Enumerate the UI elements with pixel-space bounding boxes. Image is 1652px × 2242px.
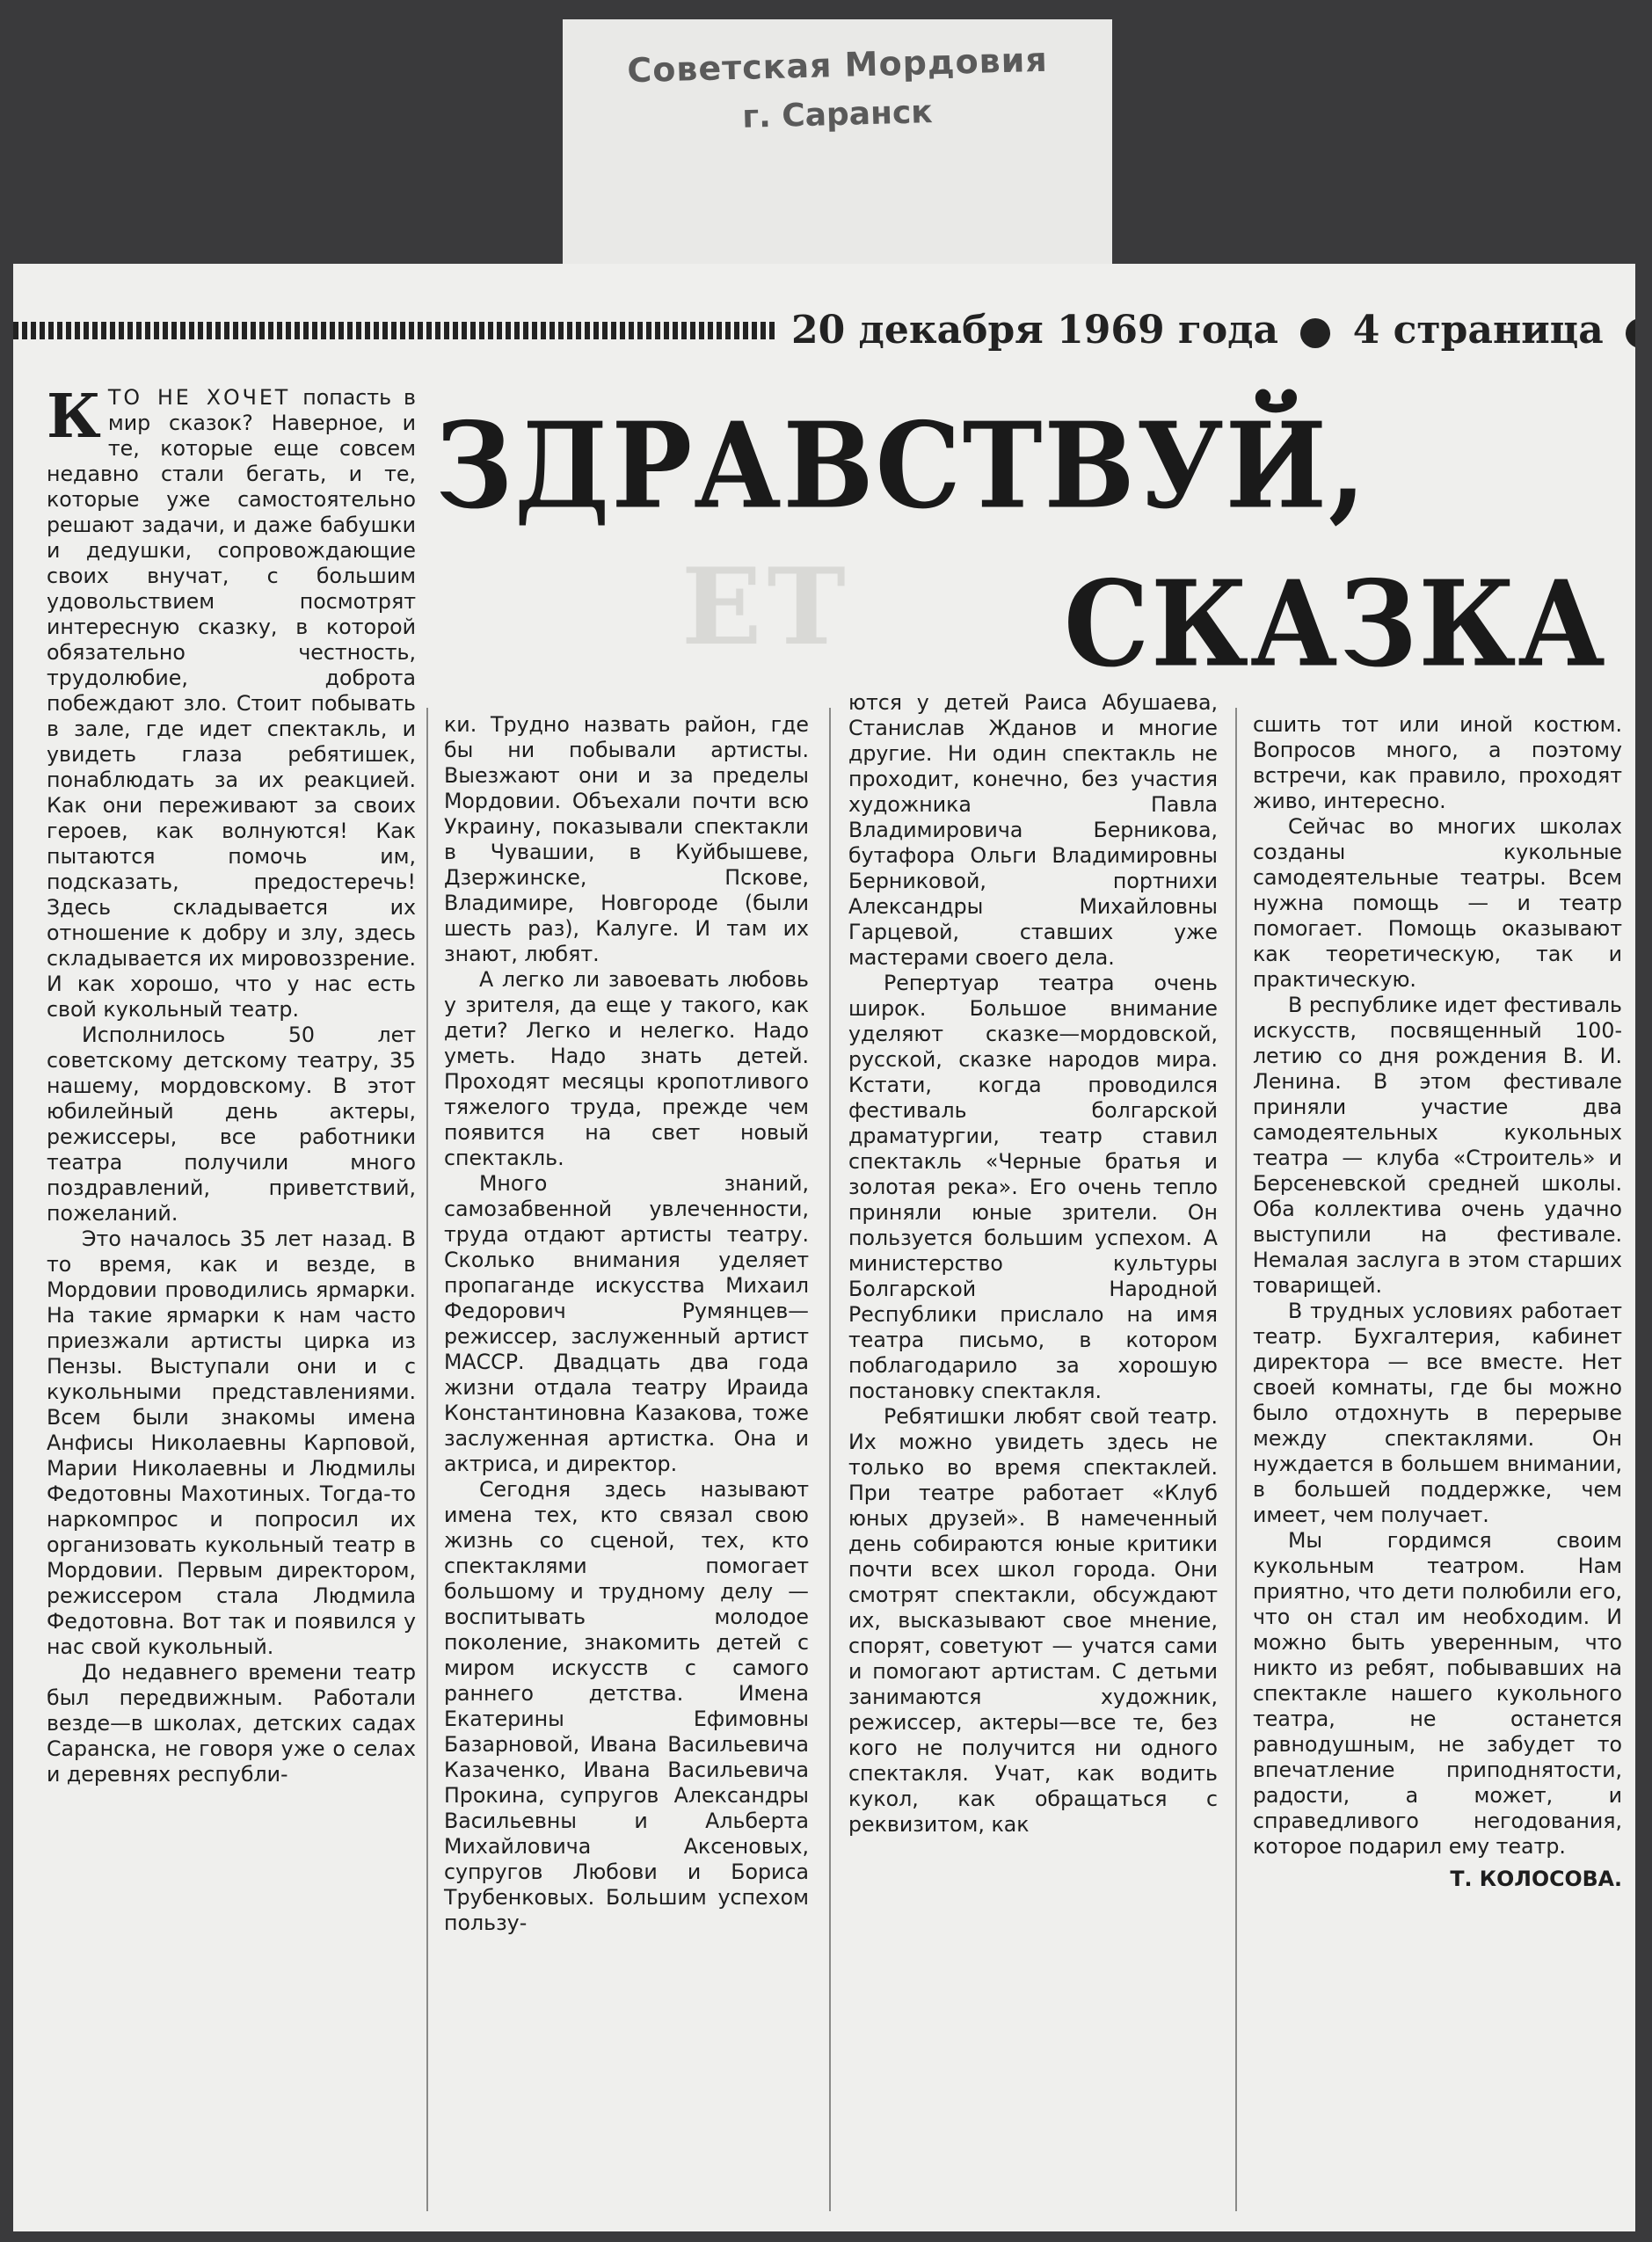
- paragraph: Сегодня здесь называют имена тех, кто связал свою жизнь со сценой, тех, кто спектаклями помогает большому и трудному делу — воспитывать молодое поколение, знакомить детей с миром искусств с самого раннего детства. Имена Екатерины Ефимовны Базарновой, Ивана Васильевича Казаченко, Ивана Васильевича Прокина, супругов Александры Васильевны и Альберта Михайловича Аксеновых, супругов Любови и Бориса Трубенковых. Большим успехом пользу-: [444, 1477, 809, 1935]
- paragraph: До недавнего времени театр был передвижным. Работали везде—в школах, детских садах Саранска, не говоря уже о селах и деревнях республи-: [47, 1660, 416, 1787]
- archive-stamp: [563, 19, 1112, 292]
- column-divider: [426, 708, 428, 2211]
- paragraph: сшить тот или иной костюм. Вопросов много, а поэтому встречи, как правило, проходят живо, интересно.: [1253, 712, 1622, 813]
- paragraph: Ребятишки любят свой театр. Их можно увидеть здесь не только во время спектаклей. При театре работает «Клуб юных друзей». В намеченный день собираются юные критики почти всех школ города. Они смотрят спектакли, обсуждают их, высказывают свое мнение, спорят, советуют — учатся сами и помогают артистам. С детьми занимаются художник, режиссер, актеры—все те, без кого не получится ни одного спектакля. Учат, как водить кукол, как обращаться с реквизитом, как: [848, 1404, 1218, 1837]
- headline-line-1: ЗДРАВСТВУЙ,: [435, 396, 1368, 535]
- paragraph: [47, 382, 416, 1023]
- lead-in: ТО НЕ ХОЧЕТ: [107, 385, 291, 410]
- paragraph: Мы гордимся своим кукольным театром. Нам приятно, что дети полюбили его, что он стал им необходим. И можно быть уверенным, что никто из ребят, побывавших на спектакле нашего кукольного театра, не останется равнодушным, не забудет то впечатление приподнятости, радости, а может, и справедливого негодования, которое подарил ему театр.: [1253, 1528, 1622, 1859]
- newspaper-clipping: [13, 264, 1635, 2231]
- paragraph: Много знаний, самозабвенной увлеченности, труда отдают артисты театру. Сколько внимания уделяет пропаганде искусства Михаил Федорович Румянцев—режиссер, заслуженный артист МАССР. Двадцать два года жизни отдала театру Ираида Константиновна Казакова, тоже заслуженная артистка. Она и актриса, и директор.: [444, 1171, 809, 1476]
- paragraph: В республике идет фестиваль искусств, посвященный 100-летию со дня рождения В. И. Ленина. В этом фестивале приняли участие два самодеятельных кукольных театра — клуба «Строитель» и Берсеневской средней школы. Оба коллектива очень удачно выступили на фестивале. Немалая заслуга в этом старших товарищей.: [1253, 993, 1622, 1298]
- article-column-2: [444, 712, 809, 1936]
- paragraph: Сейчас во многих школах созданы кукольные самодеятельные театры. Всем нужна помощь — и театр помогает. Помощь оказывают как теоретическую, так и практическую.: [1253, 814, 1622, 992]
- header-date-line: [791, 308, 1635, 353]
- issue-date: 20 декабря 1969 года: [791, 308, 1279, 353]
- column-divider: [829, 708, 831, 2211]
- header-rule: [13, 322, 778, 339]
- column-divider: [1235, 708, 1237, 2211]
- paragraph: Это началось 35 лет назад. В то время, как и везде, в Мордовии проводились ярмарки. На такие ярмарки к нам часто приезжали артисты цирка из Пензы. Выступали они и с кукольными представлениями. Всем были знакомы имена Анфисы Николаевны Карповой, Марии Николаевны и Людмилы Федотовны Махотиных. Тогда-то наркомпрос и попросил их организовать кукольный театр в Мордовии. Первым директором, режиссером стала Людмила Федотовна. Вот так и появился у нас свой кукольный.: [47, 1227, 416, 1659]
- article-column-4: [1253, 712, 1622, 1892]
- paragraph: Репертуар театра очень широк. Большое внимание уделяют сказке—мордовской, русской, сказке народов мира. Кстати, когда проводился фестиваль болгарской драматургии, театр ставил спектакль «Черные братья и золотая река». Его очень тепло приняли юные зрители. Он пользуется большим успехом. А министерство культуры Болгарской Народной Республики прислало на имя театра письмо, в котором поблагодарило за хорошую постановку спектакля.: [848, 971, 1218, 1403]
- author-signature: Т. КОЛОСОВА.: [1450, 1867, 1622, 1891]
- article-column-1: [47, 382, 416, 1787]
- bleed-through-ghost-text: ЕТ: [681, 545, 851, 669]
- paragraph: В трудных условиях работает театр. Бухгалтерия, кабинет директора — все вместе. Нет своей комнаты, где бы можно было отдохнуть в перерыве между спектаклями. Он нуждается в большем внимании, в большей поддержке, чем имеет, чем получает.: [1253, 1299, 1622, 1527]
- paragraph: ются у детей Раиса Абушаева, Станислав Жданов и многие другие. Ни один спектакль не проходит, конечно, без участия художника Павла Владимировича Берникова, бутафора Ольги Владимировны Берниковой, портнихи Александры Михайловны Гарцевой, ставших уже мастерами своего дела.: [848, 690, 1218, 970]
- stamp-newspaper-name: Советская Мордовия: [626, 40, 1049, 91]
- bullet-icon: [1300, 318, 1330, 348]
- paragraph-text: попасть в мир сказок? Наверное, и те, которые еще совсем недавно стали бегать, и те, которые уже самостоятельно решают задачи, и даже бабушки и дедушки, сопровождающие своих внучат, с большим удовольствием посмотрят интересную сказку, в которой обязательно честность, трудолюбие, доброта побеждают зло. Стоит побывать в зале, где идет спектакль, и увидеть глаза ребятишек, понаблюдать за их реакцией. Как они переживают за своих героев, как волнуются! Как пытаются помочь им, подсказать, предостеречь! Здесь складывается их отношение к добру и злу, здесь складывается их мировоззрение. И как хорошо, что у нас есть свой кукольный театр.: [47, 385, 416, 1022]
- paragraph: А легко ли завоевать любовь у зрителя, да еще у такого, как дети? Легко и нелегко. Надо уметь. Надо знать детей. Проходят месяцы кропотливого тяжелого труда, прежде чем появится на свет новый спектакль.: [444, 967, 809, 1170]
- stamp-city: г. Саранск: [741, 94, 934, 135]
- bullet-icon: [1626, 318, 1635, 348]
- drop-cap: К: [47, 382, 101, 452]
- paragraph: Исполнилось 50 лет советскому детскому театру, 35 нашему, мордовскому. В этот юбилейный день актеры, режиссеры, все работники театра получили много поздравлений, приветствий, пожеланий.: [47, 1023, 416, 1226]
- paragraph: ки. Трудно назвать район, где бы ни побывали артисты. Выезжают они и за пределы Мордовии. Объехали почти всю Украину, показывали спектакли в Чувашии, в Куйбышеве, Дзержинске, Пскове, Владимире, Новгороде (были шесть раз), Калуге. И там их знают, любят.: [444, 712, 809, 966]
- headline-line-2: СКАЗКА: [1064, 554, 1607, 694]
- article-column-3: [848, 690, 1218, 1838]
- page-header: [13, 308, 1635, 356]
- page-number: 4 страница: [1352, 308, 1604, 353]
